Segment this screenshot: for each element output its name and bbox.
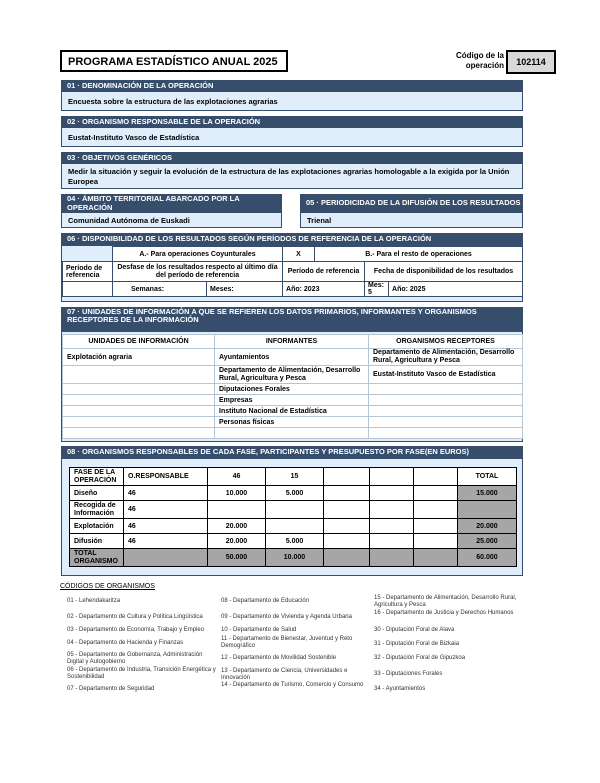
amount-cell [370,486,414,501]
other-ops-header: B.- Para el resto de operaciones [315,247,523,262]
code-item: 06 - Departamento de Industria, Transición Energética y Sostenibilidad [67,667,216,680]
amount-cell: 20.000 [208,534,266,549]
informants-header: INFORMANTES [215,335,369,349]
total-cell: 50.000 [208,549,266,567]
unit-cell [63,428,215,439]
amount-cell [414,501,458,519]
responsible-header: O.RESPONSABLE [124,468,208,486]
amount-cell [414,534,458,549]
generic-objectives: Medir la situación y seguir la evolución de la estructura de las explotaciones agrarias homologable a la exigida por la Unión Europea [68,167,510,186]
section-03-body [61,163,523,189]
org-15-header: 15 [266,468,324,486]
unit-cell [63,417,215,428]
table-row [70,486,517,501]
unit-cell [63,406,215,417]
code-item: 16 - Departamento de Justicia y Derechos Humanos [374,610,514,616]
code-item: 05 - Departamento de Gobernanza, Administración Digital y Autogobierno [67,652,203,665]
code-item: 15 - Departamento de Alimentación, Desarrollo Rural, Agricultura y Pesca [374,595,517,608]
informant-cell: Empresas [215,395,369,406]
empty-header [324,468,370,486]
section-01-header: 01 · DENOMINACIÓN DE LA OPERACIÓN [61,80,523,91]
section-08-body [61,458,523,576]
code-item: 31 - Diputación Foral de Bizkaia [374,641,460,647]
amount-cell [370,519,414,534]
code-item: 32 - Diputación Foral de Gipuzkoa [374,655,466,661]
territorial-scope: Comunidad Autónoma de Euskadi [68,216,190,225]
operation-code: 102114 [506,50,556,74]
responsible-cell: 46 [124,519,208,534]
receiver-cell [369,417,523,428]
total-cell: 25.000 [458,534,517,549]
org-46-header: 46 [208,468,266,486]
receiver-cell [369,395,523,406]
code-item: 11 - Departamento de Bienestar, Juventud y Reto Demográfico [221,636,353,649]
total-cell [414,549,458,567]
code-item: 04 - Departamento de Hacienda y Finanzas [67,640,184,646]
periodicity: Trienal [307,216,332,225]
phase-cell: Recogida de Información [70,501,124,519]
code-item: 33 - Diputaciones Forales [374,671,443,677]
code-item: 03 - Departamento de Economía, Trabajo y Empleo [67,627,205,633]
receiver-cell [369,406,523,417]
empty-header [414,468,458,486]
total-cell: 10.000 [266,549,324,567]
total-row [70,549,517,567]
section-06-body [61,245,523,302]
page-title: PROGRAMA ESTADÍSTICO ANUAL 2025 [60,50,288,72]
code-item: 12 - Departamento de Movilidad Sostenible [221,655,337,661]
table-row [63,384,523,395]
unit-cell [63,384,215,395]
amount-cell: 5.000 [266,534,324,549]
total-cell [370,549,414,567]
phase-cell: Difusión [70,534,124,549]
informant-cell: Personas físicas [215,417,369,428]
section-07-body [61,331,523,442]
table-row [63,366,523,384]
amount-cell [324,519,370,534]
empty-header [370,468,414,486]
responsible-cell: 46 [124,486,208,501]
total-cell [324,549,370,567]
phase-header: FASE DE LA OPERACIÓN [70,468,124,486]
availability-year: Año: 2025 [389,282,523,297]
months-value: Meses: [207,282,283,297]
informant-cell [215,428,369,439]
table-row [63,395,523,406]
operation-name: Encuesta sobre la estructura de las explotaciones agrarias [68,97,278,106]
table-row [70,534,517,549]
total-cell: 20.000 [458,519,517,534]
unit-cell: Explotación agraria [63,349,215,366]
section-02-header: 02 · ORGANISMO RESPONSABLE DE LA OPERACIÓN [61,116,523,127]
amount-cell [208,501,266,519]
code-item: 08 - Departamento de Educación [221,598,310,604]
amount-cell [324,501,370,519]
receiver-cell [369,384,523,395]
informant-cell: Ayuntamientos [215,349,369,366]
table-row [70,519,517,534]
informant-cell: Instituto Nacional de Estadística [215,406,369,417]
receivers-header: ORGANISMOS RECEPTORES [369,335,523,349]
availability-date-label: Fecha de disponibilidad de los resultados [365,262,523,282]
section-02-body [61,127,523,147]
code-item: 07 - Departamento de Seguridad [67,686,155,692]
code-item: 30 - Diputación Foral de Alava [374,627,455,633]
availability-table [62,246,523,297]
section-05-header: 05 · PERIODICIDAD DE LA DIFUSIÓN DE LOS RESULTADOS [300,194,523,212]
informant-cell: Diputaciones Forales [215,384,369,395]
section-03-header: 03 · OBJETIVOS GENÉRICOS [61,152,523,163]
grand-total: 60.000 [458,549,517,567]
amount-cell [324,534,370,549]
section-08-header: 08 · ORGANISMOS RESPONSABLES DE CADA FASE, PARTICIPANTES Y PRESUPUESTO POR FASE(EN EUROS) [61,446,523,458]
ref-period-label: Período de referencia [63,262,113,282]
code-item: 14 - Departamento de Turismo, Comercio y Consumo [221,682,364,688]
informant-cell: Departamento de Alimentación, Desarrollo Rural, Agricultura y Pesca [215,366,369,384]
total-cell [124,549,208,567]
section-04-body [61,212,282,228]
operation-code-label: Código de la operación [456,51,504,70]
section-01-body [61,91,523,111]
budget-table [69,467,517,567]
unit-cell [63,395,215,406]
phase-cell: Diseño [70,486,124,501]
total-cell [458,501,517,519]
code-item: 10 - Departamento de Salud [221,627,297,633]
ref-period-label-2: Período de referencia [283,262,365,282]
weeks-value: Semanas: [113,282,207,297]
phase-cell: Explotación [70,519,124,534]
responsible-body: Eustat-Instituto Vasco de Estadística [68,133,200,142]
receiver-cell: Eustat-Instituto Vasco de Estadística [369,366,523,384]
selected-mark: X [283,247,315,262]
unit-cell [63,366,215,384]
receiver-cell [369,428,523,439]
amount-cell [324,486,370,501]
receiver-cell: Departamento de Alimentación, Desarrollo Rural, Agricultura y Pesca [369,349,523,366]
section-06-header: 06 · DISPONIBILIDAD DE LOS RESULTADOS SEGÚN PERÍODOS DE REFERENCIA DE LA OPERACIÓN [61,233,523,245]
amount-cell: 10.000 [208,486,266,501]
total-cell: 15.000 [458,486,517,501]
table-row [63,417,523,428]
section-07-header: 07 · UNIDADES DE INFORMACIÓN A QUE SE REFIEREN LOS DATOS PRIMARIOS, INFORMANTES Y ORGANISMOS RECEPTORES DE LA INFORMACIÓN [61,307,523,331]
code-item: 34 - Ayuntamientos [374,686,426,692]
total-label: TOTAL ORGANISMO [70,549,124,567]
table-row [63,406,523,417]
amount-cell [370,534,414,549]
total-header: TOTAL [458,468,517,486]
ref-year: Año: 2023 [283,282,365,297]
lag-label: Desfase de los resultados respecto al último día del período de referencia [113,262,283,282]
amount-cell [266,501,324,519]
amount-cell: 20.000 [208,519,266,534]
responsible-cell: 46 [124,501,208,519]
units-header: UNIDADES DE INFORMACIÓN [63,335,215,349]
code-item: 02 - Departamento de Cultura y Política Lingüística [67,614,203,620]
information-units-table [62,334,523,439]
table-row [63,428,523,439]
section-05-body [300,212,523,228]
code-item: 09 - Departamento de Vivienda y Agenda Urbana [221,614,352,620]
code-item: 01 - Lehendakaritza [67,598,121,604]
table-row [70,501,517,519]
amount-cell: 5.000 [266,486,324,501]
responsible-cell: 46 [124,534,208,549]
coyuntural-header: A.- Para operaciones Coyunturales [113,247,283,262]
code-item: 13 - Departamento de Ciencia, Universidades e Innovación [221,668,348,681]
amount-cell [414,486,458,501]
amount-cell [266,519,324,534]
ref-month: Mes: 5 [365,282,389,297]
table-row [63,349,523,366]
codes-title: CÓDIGOS DE ORGANISMOS [60,583,155,590]
section-04-header: 04 · ÁMBITO TERRITORIAL ABARCADO POR LA OPERACIÓN [61,194,282,212]
amount-cell [414,519,458,534]
amount-cell [370,501,414,519]
